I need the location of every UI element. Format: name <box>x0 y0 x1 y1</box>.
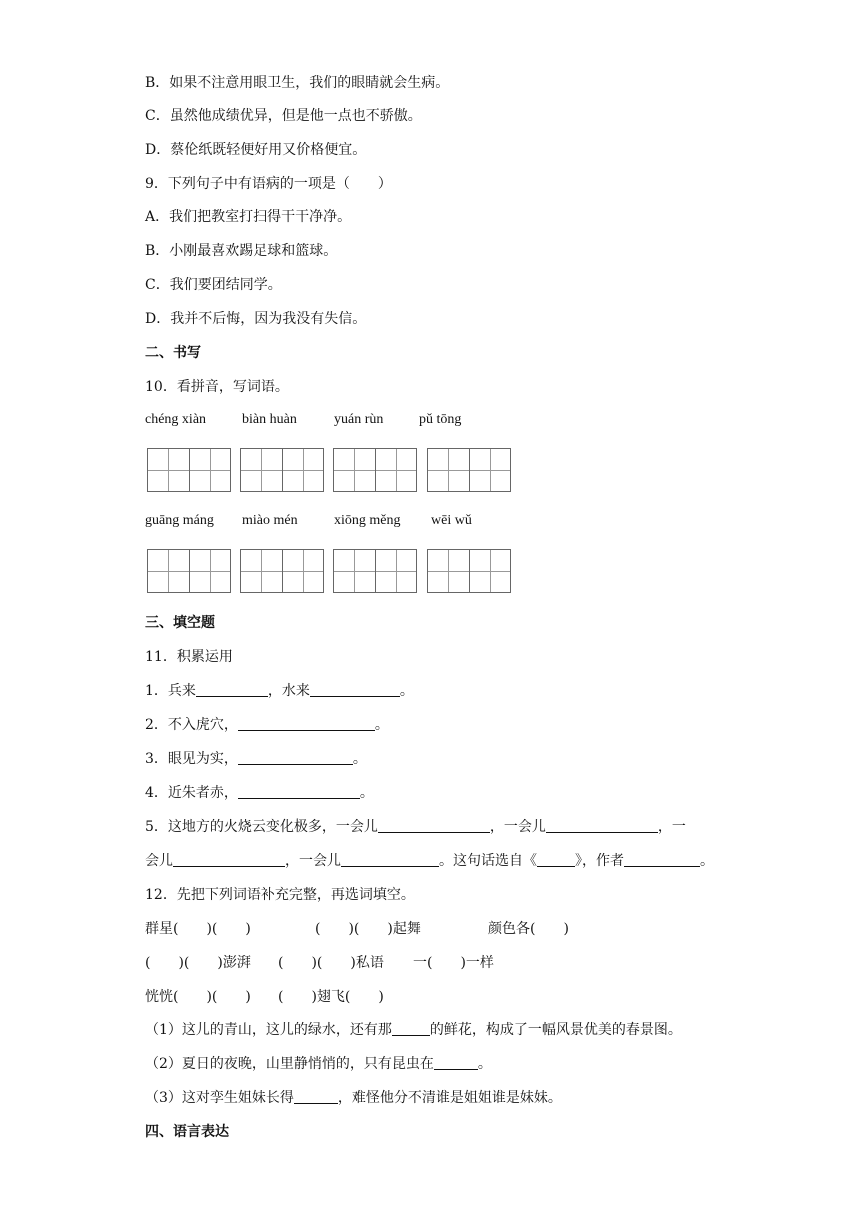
q11-item-2 <box>145 716 389 734</box>
answer-blank[interactable] <box>238 716 375 731</box>
answer-blank[interactable] <box>294 1089 338 1104</box>
text: 。 <box>477 1056 492 1072</box>
pinyin-label: chéng xiàn <box>145 412 207 427</box>
pinyin-label: guāng máng <box>145 513 214 528</box>
text: （1）这儿的青山，这儿的绿水，还有那 <box>145 1022 392 1038</box>
answer-blank[interactable] <box>238 784 360 799</box>
text: 》，作者 <box>575 853 624 869</box>
q9-option-b: B．小刚最喜欢踢足球和篮球。 <box>145 243 338 259</box>
answer-blank[interactable] <box>173 852 285 867</box>
text: 4．近朱者赤， <box>145 785 238 801</box>
word-fill: ( )( )澎湃 <box>145 955 251 971</box>
answer-blank[interactable] <box>546 818 658 833</box>
answer-blank[interactable] <box>624 852 700 867</box>
q11-item-3 <box>145 750 367 768</box>
word-fill: 一( )一样 <box>413 955 494 971</box>
q8-option-c: C．虽然他成绩优异，但是他一点也不骄傲。 <box>145 108 422 124</box>
text: 2．不入虎穴， <box>145 717 238 733</box>
answer-blank[interactable] <box>378 818 490 833</box>
answer-blank[interactable] <box>392 1021 430 1036</box>
writing-grid[interactable] <box>333 448 417 492</box>
q8-option-b: B．如果不注意用眼卫生，我们的眼睛就会生病。 <box>145 75 450 91</box>
writing-grid[interactable] <box>240 549 324 593</box>
text: ，一会儿 <box>285 853 341 869</box>
text: 会儿 <box>145 853 173 869</box>
answer-blank[interactable] <box>341 852 439 867</box>
q11-stem: 11．积累运用 <box>145 649 233 665</box>
word-fill: 颜色各( ) <box>488 921 569 937</box>
pinyin-label: miào mén <box>242 513 298 528</box>
pinyin-label: pǔ tōng <box>419 412 462 427</box>
answer-blank[interactable] <box>310 682 400 697</box>
text: ，一 <box>657 819 686 835</box>
text: 。这句话选自《 <box>439 853 537 869</box>
word-fill: ( )( )起舞 <box>315 921 421 937</box>
q9-stem: 9．下列句子中有语病的一项是（ ） <box>145 176 392 192</box>
text: 。 <box>352 751 367 767</box>
pinyin-label: wēi wǔ <box>431 513 472 528</box>
q11-item-1 <box>145 682 414 700</box>
text: 5．这地方的火烧云变化极多，一会儿 <box>145 819 378 835</box>
answer-blank[interactable] <box>537 852 575 867</box>
pinyin-label: yuán rùn <box>334 412 384 427</box>
q9-option-a: A．我们把教室打扫得干干净净。 <box>145 209 352 225</box>
answer-blank[interactable] <box>238 750 353 765</box>
answer-blank[interactable] <box>434 1055 478 1070</box>
q12-sentence-2 <box>145 1055 492 1073</box>
section-2-title: 二、书写 <box>145 345 201 361</box>
text: ，水来 <box>267 683 310 699</box>
text: ，一会儿 <box>489 819 546 835</box>
text: 。 <box>359 785 374 801</box>
writing-grid[interactable] <box>427 549 511 593</box>
q11-item-5-cont <box>145 852 714 870</box>
text: ，难怪他分不清谁是姐姐谁是妹妹。 <box>337 1090 562 1106</box>
section-3-title: 三、填空题 <box>145 615 215 631</box>
q8-option-d: D．蔡伦纸既轻便好用又价格便宜。 <box>145 142 367 158</box>
text: 的鲜花，构成了一幅风景优美的春景图。 <box>429 1022 682 1038</box>
q12-sentence-1 <box>145 1021 682 1039</box>
word-fill: 群星( )( ) <box>145 921 251 937</box>
writing-grid[interactable] <box>147 448 231 492</box>
q11-item-4 <box>145 784 374 802</box>
text: 。 <box>700 853 714 869</box>
writing-grid[interactable] <box>427 448 511 492</box>
q11-item-5 <box>145 818 686 836</box>
q9-option-c: C．我们要团结同学。 <box>145 277 282 293</box>
pinyin-label: xiōng měng <box>334 513 401 528</box>
text: 1．兵来 <box>145 683 196 699</box>
answer-blank[interactable] <box>196 682 268 697</box>
writing-grid[interactable] <box>147 549 231 593</box>
q12-stem: 12．先把下列词语补充完整，再选词填空。 <box>145 887 415 903</box>
text: 。 <box>399 683 414 699</box>
writing-grid[interactable] <box>240 448 324 492</box>
word-fill: ( )( )私语 <box>278 955 384 971</box>
writing-grid[interactable] <box>333 549 417 593</box>
section-4-title: 四、语言表达 <box>145 1124 229 1140</box>
text: 3．眼见为实， <box>145 751 238 767</box>
text: （2）夏日的夜晚，山里静悄悄的，只有昆虫在 <box>145 1056 434 1072</box>
pinyin-label: biàn huàn <box>242 412 297 427</box>
q9-option-d: D．我并不后悔，因为我没有失信。 <box>145 311 367 327</box>
q10-stem: 10．看拼音，写词语。 <box>145 379 289 395</box>
text: 。 <box>374 717 389 733</box>
word-fill: 恍恍( )( ) <box>145 989 251 1005</box>
q12-sentence-3 <box>145 1089 562 1107</box>
word-fill: ( )翅飞( ) <box>278 989 384 1005</box>
text: （3）这对孪生姐妹长得 <box>145 1090 294 1106</box>
